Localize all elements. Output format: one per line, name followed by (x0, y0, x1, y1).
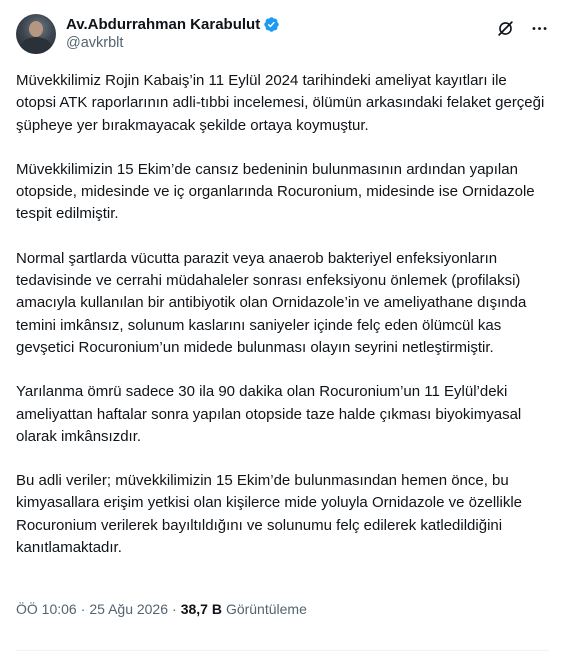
tweet-meta (16, 601, 307, 617)
meta-separator: · (80, 601, 86, 617)
tweet-paragraph: Yarılanma ömrü sadece 30 ila 90 dakika olan Rocuronium’un 11 Eylül’deki ameliyattan haftalar sonra yapılan otopside taze halde çıkması biyokimyasal olarak imkânsızdır. (16, 383, 522, 445)
tweet-paragraph: Normal şartlarda vücutta parazit veya anaerob bakteriyel enfeksiyonların tedavisinde ve cerrahi müdahaleler sonrası enfeksiyonu önlemek (profilaksi) amacıyla kullanılan bir antibiyotik olan Ornidazole’in ve ameliyathane dışında temini imkânsız, solunum kaslarını saniyeler içinde felç eden ölümcül kas gevşetici Rocuronium’un midede bulunması olayın seyrini netleştirmiştir. (16, 249, 527, 356)
tweet-paragraph: Müvekkilimiz Rojin Kabaiş’in 11 Eylül 2024 tarihindeki ameliyat kayıtları ile otopsi ATK raporlarının adli-tıbbi incelemesi, ölümün arkasındaki felaket gerçeği şüpheye yer bırakmayacak şekilde ortaya koymuştur. (16, 72, 545, 134)
views-count[interactable]: 38,7 B (180, 601, 222, 617)
tweet-text (16, 70, 549, 559)
avatar[interactable] (16, 14, 56, 54)
author-display-name[interactable]: Av.Abdurrahman Karabulut (66, 16, 261, 33)
views-label: Görüntüleme (225, 601, 307, 617)
tweet-date[interactable]: 25 Ağu 2026 (89, 601, 169, 617)
meta-separator: · (172, 601, 177, 617)
author-names (66, 14, 280, 53)
tweet-time[interactable]: ÖÖ 10:06 (16, 601, 77, 617)
tweet-paragraph: Bu adli veriler; müvekkilimizin 15 Ekim’de bulunmasından hemen önce, bu kimyasallara erişim yetkisi olan kişilerce mide yoluyla Ornidazole ve özellikle Rocuronium verilerek bayıltıldığını ve solunumu felç edilerek katledildiğini kanıtlamaktadır. (16, 472, 523, 557)
display-name-row (66, 15, 280, 34)
author-handle[interactable]: @avkrblt (66, 35, 124, 51)
verified-badge-icon[interactable] (263, 16, 280, 33)
tweet-paragraph: Müvekkilimizin 15 Ekim’de cansız bedeninin bulunmasının ardından yapılan otopside, midesinde ve iç organlarında Rocuronium, midesinde ise Ornidazole tespit edilmiştir. (16, 160, 535, 223)
tweet-header (16, 14, 549, 62)
grok-icon[interactable] (495, 18, 515, 38)
more-icon[interactable] (529, 18, 549, 38)
header-actions (495, 14, 549, 38)
